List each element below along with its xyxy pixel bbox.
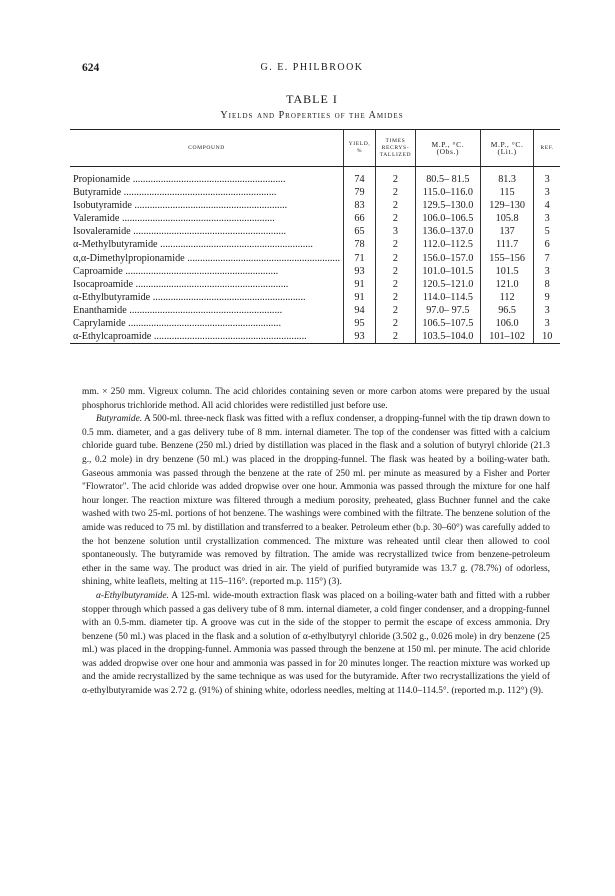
cell-times: 2 bbox=[375, 265, 415, 278]
dot-leader: ............................................................ bbox=[121, 187, 277, 199]
cell-mp-obs: 129.5–130.0 bbox=[415, 199, 480, 212]
table-title: TABLE I bbox=[286, 92, 338, 106]
cell-ref: 3 bbox=[534, 186, 560, 199]
cell-yield: 91 bbox=[344, 291, 376, 304]
cell-yield: 78 bbox=[344, 238, 376, 251]
col-header-ref: REF. bbox=[534, 130, 560, 167]
cell-mp-obs: 97.0– 97.5 bbox=[415, 304, 480, 317]
cell-times: 2 bbox=[375, 304, 415, 317]
cell-compound: α-Methylbutyramide ............................................................ bbox=[73, 239, 313, 251]
cell-yield: 93 bbox=[344, 330, 376, 344]
table-header-row bbox=[70, 130, 560, 167]
cell-yield: 94 bbox=[344, 304, 376, 317]
cell-mp-obs: 103.5–104.0 bbox=[415, 330, 480, 344]
table-row bbox=[70, 304, 560, 317]
dot-leader: ............................................................ bbox=[125, 318, 281, 330]
running-head: G. E. PHILBROOK bbox=[260, 62, 364, 73]
table-row bbox=[70, 330, 560, 344]
cell-yield: 79 bbox=[344, 186, 376, 199]
cell-times: 2 bbox=[375, 238, 415, 251]
cell-mp-lit: 106.0 bbox=[480, 317, 534, 330]
table-row bbox=[70, 291, 560, 304]
dot-leader: ............................................................ bbox=[130, 226, 287, 238]
ethylbutyramide-text: A 125-ml. wide-mouth extraction flask was placed on a boiling-water bath and fitted with a rubber stopper through which passed a gas delivery tube of 8 mm. internal diameter, a cold finger condenser, and a dropping-funnel with an 0.5-mm. diameter tip. A groove was cut in the side of the stopper to permit the escape of excess ammonia. Dry benzene (50 ml.) was placed in the flask and a solution of α-ethylbutyryl chloride (3.502 g., 0.026 mole) in dry benzene (25 ml.) was placed in the dropping-funnel. Ammonia was passed through the benzene at 150 ml. per minute. The acid chloride was added dropwise over one hour and ammonia was passed in for 20 minutes longer. The reaction mixture was worked up and the amide recrystallized by the same technique as was used for the butyramide. After two recrystallizations the yield of α-ethylbutyramide was 2.72 g. (91%) of shining white, odorless needles, melting at 114.0–114.5°. (reported m.p. 112°) (9). bbox=[82, 590, 550, 697]
table-row bbox=[70, 186, 560, 199]
cell-ref: 3 bbox=[534, 265, 560, 278]
table-subtitle: Yields and Properties of the Amides bbox=[220, 110, 404, 121]
cell-compound: Isocaproamide ............................................................ bbox=[73, 278, 289, 290]
cell-times: 3 bbox=[375, 225, 415, 238]
table-row bbox=[70, 265, 560, 278]
cell-compound: Butyramide ............................................................ bbox=[73, 187, 277, 199]
cell-mp-obs: 115.0–116.0 bbox=[415, 186, 480, 199]
cell-compound: Enanthamide ............................................................ bbox=[73, 304, 283, 316]
col-header-mp-lit bbox=[480, 130, 534, 167]
cell-mp-obs: 80.5– 81.5 bbox=[415, 167, 480, 187]
dot-leader: ............................................................ bbox=[184, 252, 341, 264]
cell-ref: 8 bbox=[534, 278, 560, 291]
cell-mp-lit: 137 bbox=[480, 225, 534, 238]
cell-mp-lit: 81.3 bbox=[480, 167, 534, 187]
cell-times: 2 bbox=[375, 252, 415, 265]
dot-leader: ............................................................ bbox=[150, 291, 306, 303]
cell-ref: 5 bbox=[534, 225, 560, 238]
cell-mp-lit: 112 bbox=[480, 291, 534, 304]
cell-yield: 91 bbox=[344, 278, 376, 291]
cell-mp-obs: 120.5–121.0 bbox=[415, 278, 480, 291]
table-row bbox=[70, 225, 560, 238]
cell-times: 2 bbox=[375, 186, 415, 199]
table-row bbox=[70, 199, 560, 212]
cell-ref: 4 bbox=[534, 199, 560, 212]
cell-mp-lit: 101–102 bbox=[480, 330, 534, 344]
col-header-times bbox=[375, 130, 415, 167]
cell-times: 2 bbox=[375, 212, 415, 225]
cell-ref: 3 bbox=[534, 167, 560, 187]
col-header-mp-obs-line1: M.P., °C. bbox=[431, 140, 465, 149]
page-number: 624 bbox=[82, 62, 100, 74]
cell-compound: α,α-Dimethylpropionamide ............................................................ bbox=[73, 252, 341, 264]
cell-mp-obs: 106.5–107.5 bbox=[415, 317, 480, 330]
dot-leader: ............................................................ bbox=[157, 239, 313, 251]
cell-mp-obs: 136.0–137.0 bbox=[415, 225, 480, 238]
dot-leader: ............................................................ bbox=[131, 200, 288, 212]
cell-yield: 74 bbox=[344, 167, 376, 187]
cell-times: 2 bbox=[375, 317, 415, 330]
table-body bbox=[70, 167, 560, 344]
cell-compound: Isobutyramide ............................................................ bbox=[73, 200, 288, 212]
table-row bbox=[70, 212, 560, 225]
cell-compound: Valeramide ............................................................ bbox=[73, 213, 275, 225]
table-row bbox=[70, 278, 560, 291]
dot-leader: ............................................................ bbox=[122, 265, 279, 277]
cell-yield: 95 bbox=[344, 317, 376, 330]
col-header-times-line2: RECRYS- bbox=[381, 144, 410, 151]
cell-mp-lit: 101.5 bbox=[480, 265, 534, 278]
cell-mp-lit: 121.0 bbox=[480, 278, 534, 291]
cell-ref: 6 bbox=[534, 238, 560, 251]
cell-ref: 3 bbox=[534, 212, 560, 225]
butyramide-heading: Butyramide. bbox=[96, 414, 143, 425]
paragraph-intro: mm. × 250 mm. Vigreux column. The acid chlorides containing seven or more carbon atoms were prepared by the usual phosphorus trichloride method. All acid chlorides were redistilled just before use. bbox=[82, 387, 550, 411]
cell-times: 2 bbox=[375, 278, 415, 291]
col-header-times-line1: TIMES bbox=[385, 137, 406, 144]
dot-leader: ............................................................ bbox=[130, 174, 286, 185]
cell-mp-lit: 129–130 bbox=[480, 199, 534, 212]
cell-times: 2 bbox=[375, 291, 415, 304]
butyramide-text: A 500-ml. three-neck flask was fitted with a reflux condenser, a dropping-funnel with the tip drawn down to 0.5 mm. diameter, and a gas delivery tube of 8 mm. internal diameter. The top of the condenser was fitted with a calcium chloride guard tube. Benzene (250 ml.) dried by distillation was placed in the flask and a solution of butyryl chloride (21.3 g., 0.2 mole) in dry benzene (50 ml.) was placed in the dropping-funnel. The flask was heated by a boiling-water bath. Gaseous ammonia was passed through the benzene at the rate of 250 ml. per minute as measured by a Fisher and Porter "Flowrator". The acid chloride was added dropwise over one hour. Ammonia was passed through the mixture for one half hour longer. The reaction mixture was filtered through a medium porosity, preheated, glass Buchner funnel and the cake washed with two 25-ml. portions of hot benzene. The washings were combined with the filtrate. The benzene solution of the amide was reduced to 75 ml. by distillation and transferred to a beaker. Petroleum ether (b.p. 30–60°) was carefully added to the hot benzene solution until crystallization commenced. The mixture was reheated until clear then allowed to cool spontaneously. The butyramide was removed by filtration. The amide was recrystallized twice from benzene-petroleum ether in the same way. The product was dried in air. The yield of purified butyramide was 13.7 g. (78.7%) of odorless, shining, white leaflets, melting at 115–116°. (reported m.p. 115°) (3). bbox=[82, 414, 550, 588]
col-header-mp-obs bbox=[415, 130, 480, 167]
amides-table bbox=[70, 129, 560, 344]
col-header-mp-obs-line2: (Obs.) bbox=[436, 147, 460, 156]
cell-compound: Caprylamide ............................................................ bbox=[73, 318, 281, 330]
cell-yield: 93 bbox=[344, 265, 376, 278]
cell-times: 2 bbox=[375, 199, 415, 212]
cell-yield: 83 bbox=[344, 199, 376, 212]
cell-compound: Propionamide ............................................................ bbox=[73, 174, 286, 185]
cell-compound: α-Ethylbutyramide ............................................................ bbox=[73, 291, 306, 303]
dot-leader: ............................................................ bbox=[126, 304, 283, 316]
cell-ref: 10 bbox=[534, 330, 560, 344]
cell-mp-lit: 155–156 bbox=[480, 252, 534, 265]
cell-mp-lit: 115 bbox=[480, 186, 534, 199]
cell-mp-obs: 106.0–106.5 bbox=[415, 212, 480, 225]
cell-mp-obs: 112.0–112.5 bbox=[415, 238, 480, 251]
cell-mp-obs: 101.0–101.5 bbox=[415, 265, 480, 278]
cell-mp-obs: 114.0–114.5 bbox=[415, 291, 480, 304]
cell-ref: 9 bbox=[534, 291, 560, 304]
ethylbutyramide-heading: α-Ethylbutyramide. bbox=[96, 590, 169, 601]
dot-leader: ............................................................ bbox=[132, 278, 289, 290]
cell-mp-lit: 105.8 bbox=[480, 212, 534, 225]
col-header-compound: COMPOUND bbox=[70, 130, 344, 167]
cell-ref: 7 bbox=[534, 252, 560, 265]
paragraph-ethylbutyramide bbox=[82, 590, 550, 699]
cell-yield: 71 bbox=[344, 252, 376, 265]
cell-ref: 3 bbox=[534, 317, 560, 330]
col-header-mp-lit-line2: (Lit.) bbox=[497, 147, 517, 156]
col-header-mp-lit-line1: M.P., °C. bbox=[490, 140, 524, 149]
cell-compound: Caproamide ............................................................ bbox=[73, 265, 279, 277]
table-row bbox=[70, 167, 560, 187]
paragraph-butyramide bbox=[82, 413, 550, 590]
cell-times: 2 bbox=[375, 167, 415, 187]
cell-mp-lit: 111.7 bbox=[480, 238, 534, 251]
dot-leader: ............................................................ bbox=[119, 213, 275, 225]
table-row bbox=[70, 238, 560, 251]
cell-compound: α-Ethylcaproamide ............................................................ bbox=[70, 330, 344, 344]
cell-ref: 3 bbox=[534, 304, 560, 317]
body-text bbox=[82, 386, 550, 699]
cell-yield: 65 bbox=[344, 225, 376, 238]
col-header-times-line3: TALLIZED bbox=[379, 151, 412, 158]
cell-compound: Isovaleramide ............................................................ bbox=[73, 226, 287, 238]
cell-mp-lit: 96.5 bbox=[480, 304, 534, 317]
cell-mp-obs: 156.0–157.0 bbox=[415, 252, 480, 265]
table-row bbox=[70, 252, 560, 265]
dot-leader: ............................................................ bbox=[151, 331, 307, 343]
table-row bbox=[70, 317, 560, 330]
cell-times: 2 bbox=[375, 330, 415, 344]
cell-yield: 66 bbox=[344, 212, 376, 225]
col-header-yield: YIELD, % bbox=[344, 130, 376, 167]
